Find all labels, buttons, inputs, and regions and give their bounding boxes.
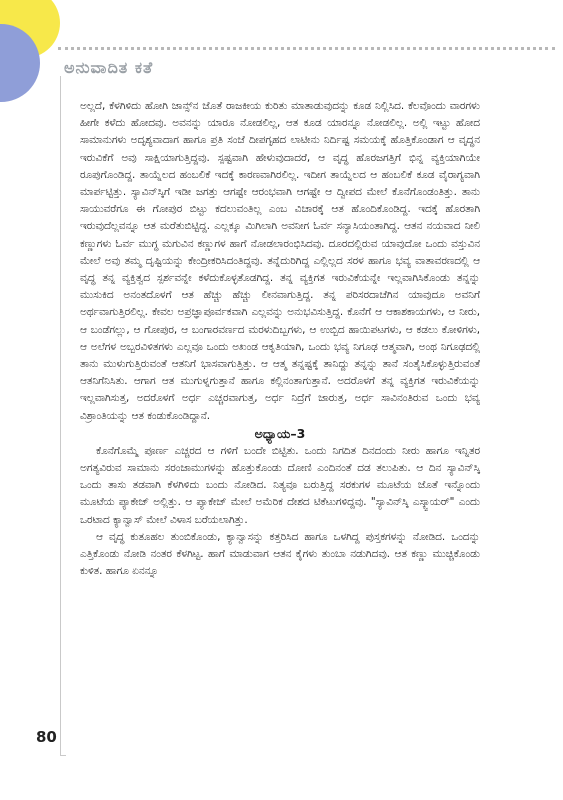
section-title: ಅನುವಾದಿತ ಕತೆ <box>64 58 154 77</box>
body-paragraph: ಅಲ್ಲದೆ, ಕೆಳಗಿಳಿದು ಹೋಗಿ ಜಾನ್ಸ್‌ನ ಜೊತೆ ರಾಜಕೀಯ ಕುರಿತು ಮಾತಾಡುವುದನ್ನು ಕೂಡ ನಿಲ್ಲಿಸಿದ. ಕೆಲವೊಂದು ವಾರಗಳು ಹೀಗೇ ಕಳೆದು ಹೋದವು. ಅವನನ್ನು ಯಾರೂ ನೋಡಲಿಲ್ಲ, ಆತ ಕೂಡ ಯಾರನ್ನೂ ನೋಡಲಿಲ್ಲ. ಅಲ್ಲಿ ಇಟ್ಟು ಹೋದ ಸಾಮಾನುಗಳು ಅದೃಶ್ಯವಾದಾಗ ಹಾಗೂ ಪ್ರತಿ ಸಂಜೆ ದೀಪಗೃಹದ ಲಾಟೀನು ನಿರ್ದಿಷ್ಟ ಸಮಯಕ್ಕೆ ಹೊತ್ತಿಕೊಂಡಾಗ ಆ ವೃದ್ಧನ ಇರುವಿಕೆಗೆ ಅವು ಸಾಕ್ಷಿಯಾಗುತ್ತಿದ್ದವು. ಸ್ಪಷ್ಟವಾಗಿ ಹೇಳುವುದಾದರೆ, ಆ ವೃದ್ಧ ಹೊರಜಗತ್ತಿಗೆ ಭಿನ್ನ ವ್ಯಕ್ತಿಯಾಗಿಯೇ ರೂಪುಗೊಂಡಿದ್ದ. ತಾಯ್ನೆಲದ ಹಂಬಲಿಕೆ ಇದಕ್ಕೆ ಕಾರಣವಾಗಿರಲಿಲ್ಲ. ಇದೀಗ ತಾಯ್ನೆಲದ ಆ ಹಂಬಲಿಕೆ ಕೂಡ ವೈರಾಗ್ಯವಾಗಿ ಮಾರ್ಪಟ್ಟಿತ್ತು. ಸ್ಯಾವಿನ್‌ಸ್ಕಿಗೆ ಇಡೀ ಜಗತ್ತು ಆಗಷ್ಟೇ ಆರಂಭವಾಗಿ ಆಗಷ್ಟೇ ಆ ದ್ವೀಪದ ಮೇಲೆ ಕೊನೆಗೊಂಡಂತಿತ್ತು. ತಾನು ಸಾಯುವರೆಗೂ ಈ ಗೋಪುರ ಬಿಟ್ಟು ಕದಲುವಂತಿಲ್ಲ ಎಂಬ ವಿಚಾರಕ್ಕೆ ಆತ ಹೊಂದಿಕೊಂಡಿದ್ದ. ಇದಕ್ಕೆ ಹೊರತಾಗಿ ಇರುವುದೆಲ್ಲವನ್ನೂ ಆತ ಮರೆತುಬಿಟ್ಟಿದ್ದ. ಎಲ್ಲಕ್ಕೂ ಮಿಗಿಲಾಗಿ ಅವನೀಗ ಓರ್ವ ಸನ್ಯಾಸಿಯಂತಾಗಿದ್ದ. ಆತನ ನಯವಾದ ನೀಲಿ ಕಣ್ಣುಗಳು ಓರ್ವ ಮುಗ್ಧ ಮಗುವಿನ ಕಣ್ಣುಗಳ ಹಾಗೆ ನೋಡಲಾರಂಭಿಸಿದವು. ದೂರದಲ್ಲಿರುವ ಯಾವುದೋ ಒಂದು ವಸ್ತುವಿನ ಮೇಲೆ ಅವು ತಮ್ಮ ದೃಷ್ಟಿಯನ್ನು ಕೇಂದ್ರೀಕರಿಸಿದಂತಿದ್ದವು. ತನ್ನೆದುರಿಗಿದ್ದ ಎಲ್ಲಿಲ್ಲದ ಸರಳ ಹಾಗೂ ಭವ್ಯ ವಾತಾವರಣದಲ್ಲಿ ಆ ವೃದ್ಧ ತನ್ನ ವ್ಯಕ್ತಿತ್ವದ ಸ್ಪರ್ಶವನ್ನೇ ಕಳೆದುಕೊಳ್ಳತೊಡಗಿದ್ದ. ತನ್ನ ವ್ಯಕ್ತಿಗತ ಇರುವಿಕೆಯನ್ನೇ ಇಲ್ಲವಾಗಿಸಿಕೊಂಡು ತನ್ನನ್ನು ಮುಸುಕಿದ ಅನಂತದೊಳಗೆ ಆತ ಹೆಚ್ಚು ಹೆಚ್ಚು ಲೀನವಾಗುತ್ತಿದ್ದ. ತನ್ನ ಪರಿಸರದಾಚೆಗಿನ ಯಾವುದೂ ಅವನಿಗೆ ಅರ್ಥವಾಗುತ್ತಿರಲಿಲ್ಲ. ಕೇವಲ ಅಪ್ರಜ್ಞಾಪೂರ್ವಕವಾಗಿ ಎಲ್ಲವನ್ನು ಅನುಭವಿಸುತ್ತಿದ್ದ. ಕೊನೆಗೆ ಆ ಆಕಾಶಕಾಯಗಳು, ಆ ನೀರು, ಆ ಬಂಡೆಗಲ್ಲು, ಆ ಗೋಪುರ, ಆ ಬಂಗಾರವರ್ಣದ ಮರಳುದಿಬ್ಬಗಳು, ಆ ಉಬ್ಬಿದ ಹಾಯಿಪಟಗಳು, ಆ ಕಡಲು ಕೋಳಿಗಳು, ಆ ಅಲೆಗಳ ಅಬ್ಬರವಿಳಿತಗಳು ಎಲ್ಲವೂ ಒಂದು ಅಖಂಡ ಆಕೃತಿಯಾಗಿ, ಒಂದು ಭವ್ಯ ನಿಗೂಢ ಆತ್ಮವಾಗಿ, ಅಂಥ ನಿಗೂಢದಲ್ಲಿ ತಾನು ಮುಳುಗುತ್ತಿರುವಂತೆ ಆತನಿಗೆ ಭಾಸವಾಗುತ್ತಿತ್ತು. ಆ ಆತ್ಮ ತನ್ನಷ್ಟಕ್ಕೆ ತಾನಿದ್ದು ತನ್ನನ್ನು ತಾನೆ ಸಂತೈಸಿಕೊಳ್ಳುತ್ತಿರುವಂತೆ ಆತನಿಗೆನಿಸಿತು. ಆಗಾಗ ಆತ ಮುಗುಳ್ನಗುತ್ತಾನೆ ಹಾಗೂ ಕಲ್ಲಿನಂತಾಗುತ್ತಾನೆ. ಅದರೊಳಗೆ ತನ್ನ ವ್ಯಕ್ತಿಗತ ಇರುವಿಕೆಯನ್ನು ಇಲ್ಲವಾಗಿಸುತ್ತ, ಅದರೊಳಗೆ ಅರ್ಧ ಎಚ್ಚರವಾಗುತ್ತ, ಅರ್ಧ ನಿದ್ರೆಗೆ ಜಾರುತ್ತ, ಅರ್ಧ ಸಾವಿನಂತಿರುವ ಒಂದು ಭವ್ಯ ವಿಶ್ರಾಂತಿಯನ್ನು ಆತ ಕಂಡುಕೊಂಡಿದ್ದಾನೆ. <box>80 100 480 422</box>
page-body <box>80 98 480 580</box>
body-paragraph: ಕೊನೆಗೊಮ್ಮೆ ಪೂರ್ಣ ಎಚ್ಚರದ ಆ ಗಳಿಗೆ ಬಂದೇ ಬಿಟ್ಟಿತು. ಒಂದು ನಿಗದಿತ ದಿನದಂದು ನೀರು ಹಾಗೂ ಇನ್ನಿತರ ಅಗತ್ಯವಿರುವ ಸಾಮಾನು ಸರಂಜಾಮುಗಳನ್ನು ಹೊತ್ತುಕೊಂಡು ದೋಣಿ ಎಂದಿನಂತೆ ದಡ ತಲುಪಿತು. ಆ ದಿನ ಸ್ಯಾವಿನ್‌ಸ್ಕಿ ಒಂದು ತಾಸು ತಡವಾಗಿ ಕೆಳಗಿಳಿದು ಬಂದು ನೋಡಿದ. ನಿತ್ಯವೂ ಬರುತ್ತಿದ್ದ ಸರಕುಗಳ ಮೂಟೆಯ ಜೊತೆ ಇನ್ನೊಂದು ಮೂಟೆಯ ಪ್ಯಾಕೇಜ್ ಅಲ್ಲಿತ್ತು. ಆ ಪ್ಯಾಕೇಜ್ ಮೇಲೆ ಅಮೆರಿಕ ದೇಶದ ಟಿಕೆಟುಗಳಿದ್ದವು. "ಸ್ಯಾವಿನ್‌ಸ್ಕಿ ಎಸ್ಕ್ವಾಯರ್" ಎಂದು ಒರಟಾದ ಕ್ಯಾನ್ವಾಸ್ ಮೇಲೆ ವಿಳಾಸ ಬರೆಯಲಾಗಿತ್ತು. <box>80 444 480 526</box>
left-margin-rule-end <box>60 755 66 756</box>
chapter-heading: ಅಧ್ಯಾಯ–3 <box>254 425 306 441</box>
page-number: 80 <box>36 728 57 746</box>
header-dotted-rule <box>58 47 555 50</box>
left-margin-rule <box>60 76 61 756</box>
body-paragraph: ಆ ವೃದ್ಧ ಕುತೂಹಲ ತುಂಬಿಕೊಂಡು, ಕ್ಯಾನ್ವಾಸನ್ನು ಕತ್ತರಿಸಿದ ಹಾಗೂ ಒಳಗಿದ್ದ ಪುಸ್ತಕಗಳನ್ನು ನೋಡಿದ. ಒಂದನ್ನು ಎತ್ತಿಕೊಂಡು ನೋಡಿ ನಂತರ ಕೆಳಗಿಟ್ಟ. ಹಾಗೆ ಮಾಡುವಾಗ ಆತನ ಕೈಗಳು ತುಂಬಾ ನಡುಗಿದವು. ಆತ ಕಣ್ಣು ಮುಚ್ಚಿಕೊಂಡು ಕುಳಿತ. ಹಾಗೂ ಏನನ್ನೂ <box>80 530 480 578</box>
